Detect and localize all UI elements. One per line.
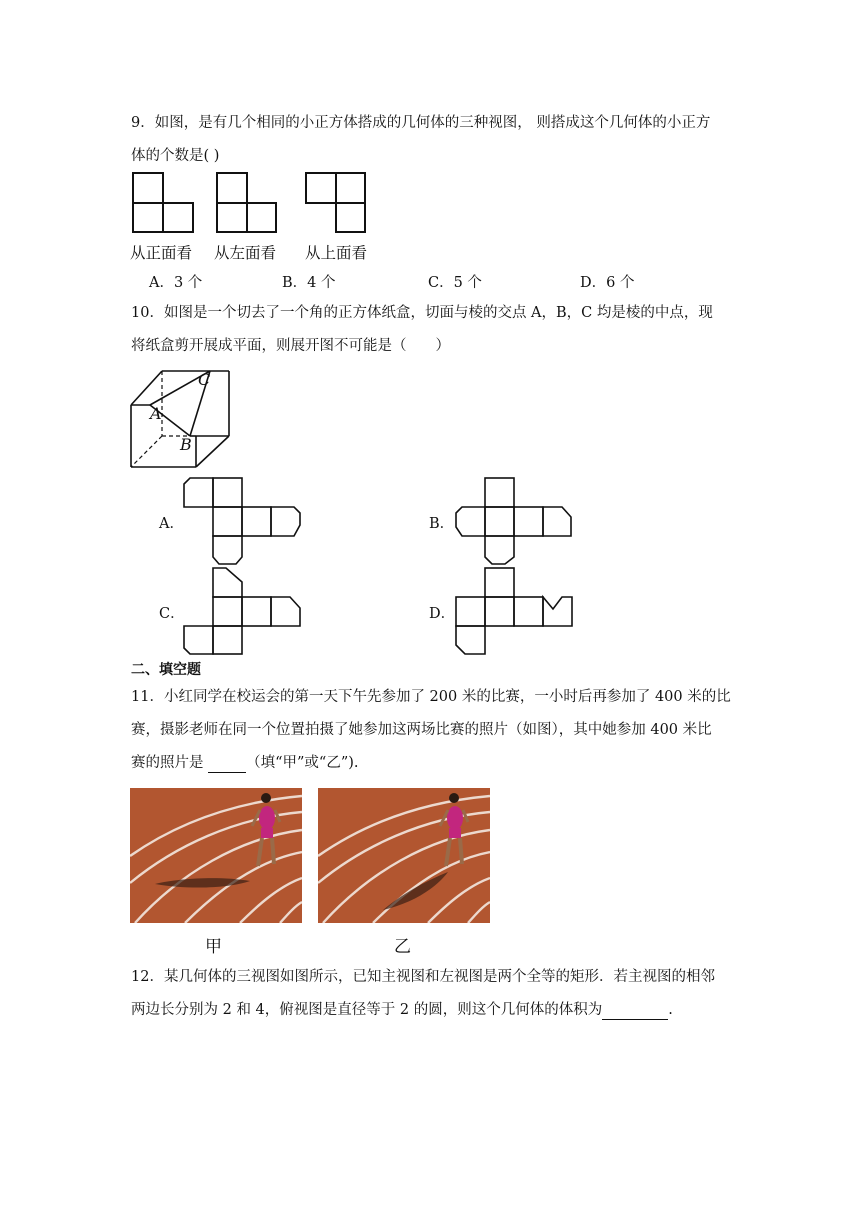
q10-text-line1: 10．如图是一个切去了一个角的正方体纸盒，切面与棱的交点 A，B，C 均是棱的中点，现 <box>131 305 713 321</box>
q9-option-b: B．4 个 <box>282 275 336 291</box>
q12-line2-after: . <box>668 1002 673 1018</box>
photo-jia <box>130 788 302 923</box>
q10-option-d-label: D． <box>429 606 456 622</box>
q9-option-c: C．5 个 <box>428 275 482 291</box>
q12-answer-blank[interactable] <box>602 1019 668 1020</box>
photo-caption-jia: 甲 <box>205 937 222 957</box>
q9-view-label-top: 从上面看 <box>305 244 368 262</box>
net-d <box>456 568 572 654</box>
q11-line3-after: （填“甲”或“乙”). <box>246 755 359 771</box>
q10-option-b-label: B． <box>429 516 455 532</box>
q12-line2-before: 两边长分别为 2 和 4，俯视图是直径等于 2 的圆，则这个几何体的体积为 <box>131 1002 603 1018</box>
cube-label-b: B <box>180 435 192 454</box>
q9-view-label-left: 从左面看 <box>214 244 277 262</box>
q12-text-line2 <box>131 1000 673 1020</box>
q11-text-line3 <box>131 753 359 773</box>
q10-text-line2: 将纸盒剪开展成平面，则展开图不可能是（ ） <box>131 338 450 354</box>
q12-text-line1: 12．某几何体的三视图如图所示，已知主视图和左视图是两个全等的矩形．若主视图的相邻 <box>131 969 715 985</box>
q9-view-label-front: 从正面看 <box>130 244 193 262</box>
q9-text-line2: 体的个数是( ) <box>131 148 220 164</box>
q11-answer-blank[interactable] <box>208 772 246 773</box>
q11-text-line1: 11．小红同学在校运会的第一天下午先参加了 200 米的比赛，一小时后再参加了 400 米的比 <box>131 689 731 705</box>
section-title-fill-in: 二、填空题 <box>131 662 201 678</box>
net-b <box>456 478 571 564</box>
net-a <box>184 478 300 564</box>
q9-text-line1: 9．如图，是有几个相同的小正方体搭成的几何体的三种视图， 则搭成这个几何体的小正方 <box>131 115 711 131</box>
q9-option-d: D．6 个 <box>580 275 635 291</box>
net-c <box>184 568 300 654</box>
cube-label-a: A <box>150 404 162 423</box>
q11-text-line2: 赛，摄影老师在同一个位置拍摄了她参加这两场比赛的照片（如图），其中她参加 400 米比 <box>131 722 712 738</box>
q10-option-c-label: C． <box>159 606 185 622</box>
photo-caption-yi: 乙 <box>394 937 411 957</box>
cube-label-c: C <box>198 370 211 389</box>
photo-yi <box>318 788 490 923</box>
q11-line3-before: 赛的照片是 <box>131 755 209 771</box>
q10-option-a-label: A． <box>159 516 184 532</box>
q9-option-a: A．3 个 <box>149 275 203 291</box>
